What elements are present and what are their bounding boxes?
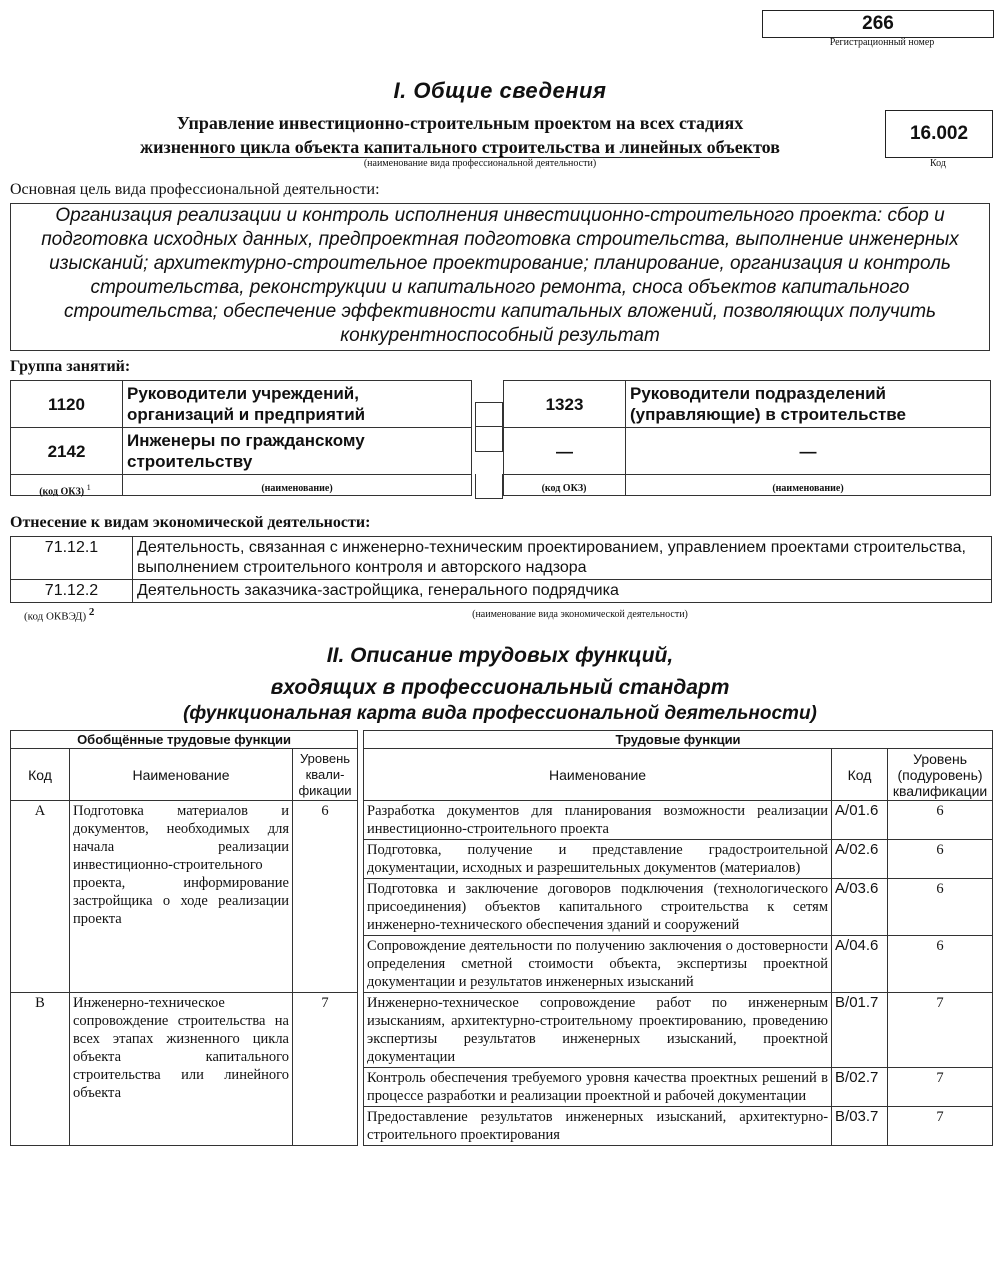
function-code: A/02.6 — [832, 840, 888, 879]
okz-name-caption-right: (наименование) — [772, 483, 844, 494]
okz-code: — — [504, 428, 626, 475]
section2-title-line1: II. Описание трудовых функций, — [326, 644, 674, 667]
function-level: 7 — [888, 993, 993, 1068]
function-name: Предоставление результатов инженерных изысканий, архитектурно-строительного проектирования — [364, 1107, 832, 1146]
okz-row — [504, 428, 991, 475]
col-level-right-header: Уровень (подуровень) квалификации — [888, 749, 993, 801]
activity-kind-line1: Управление инвестиционно-строительным проектом на всех стадиях — [176, 113, 744, 133]
okz-row — [11, 381, 472, 428]
function-name: Разработка документов для планирования возможности реализации инвестиционно-строительного проекта — [364, 801, 832, 840]
section2-title-line2: входящих в профессиональный стандарт — [270, 676, 730, 699]
okved-name: Деятельность, связанная с инженерно-техническим проектированием, управлением проектами строительства, выполнением строительного контроля и авторского надзора — [133, 537, 992, 580]
okz-name: Руководители подразделений (управляющие) в строительстве — [626, 381, 991, 428]
goal-text: Организация реализации и контроль исполнения инвестиционно-строительного проекта: сбор и подготовка исходных данных, предпроектная подготовка строительства, выполнение инженерных изысканий; архитектурно-строительное проектирование; планирование, организация и контроль строительства, реконструкции и капитального ремонта, сноса объектов капитального строительства; обеспечение эффективности капитальных вложений, позволяющих получить конкурентноспособный результат — [10, 203, 990, 351]
okved-code-caption: (код ОКВЭД) $^2$ — [24, 606, 95, 623]
function-level: 6 — [888, 840, 993, 879]
function-name: Сопровождение деятельности по получению заключения о достоверности определения сметной стоимости объекта, экспертизы проектной документации и результатов инженерных изысканий — [364, 936, 832, 993]
generalized-name: Подготовка материалов и документов, необходимых для начала реализации инвестиционно-строительного проекта, информирование застройщика о ходе реализации проекта — [70, 801, 293, 993]
col-name-header: Наименование — [70, 749, 293, 801]
okved-code: 71.12.1 — [11, 537, 133, 580]
occupation-group-label: Группа занятий: — [10, 358, 131, 375]
generalized-level: 7 — [293, 993, 358, 1146]
okz-code-caption-left: (код ОКЗ) $^1$ — [39, 483, 91, 498]
function-name: Подготовка и заключение договоров подключения (технологического присоединения) объектов капитального строительства к сетям инженерно-технического обеспечения зданий и сооружений — [364, 879, 832, 936]
function-name: Инженерно-техническое сопровождение работ по инженерным изысканиям, архитектурно-строительному проектированию, проведению экспертизы результатов инженерных изысканий, проектной документации — [364, 993, 832, 1068]
table-row — [11, 993, 993, 1068]
function-name: Подготовка, получение и представление градостроительной документации, исходных и разрешительных документов (материалов) — [364, 840, 832, 879]
footnote-1: 1 — [86, 483, 91, 492]
functions-group-header — [11, 731, 993, 749]
function-level: 6 — [888, 936, 993, 993]
footnote-2: 2 — [88, 606, 95, 618]
activity-code: 16.002 — [885, 110, 993, 158]
col-level-header: Уровень квали-фикации — [293, 749, 358, 801]
function-code: A/04.6 — [832, 936, 888, 993]
generalized-code: А — [11, 801, 70, 993]
okved-row — [11, 580, 992, 603]
okz-code: 1120 — [11, 381, 123, 428]
section1-title: I. Общие сведения — [393, 78, 607, 103]
activity-kind-caption: (наименование вида профессиональной деятельности) — [200, 157, 760, 169]
functions-column-header — [11, 749, 993, 801]
function-name: Контроль обеспечения требуемого уровня качества проектных решений в процессе разработки и реализации проектной и рабочей документации — [364, 1068, 832, 1107]
col-name-right-header: Наименование — [364, 749, 832, 801]
okved-name-caption: (наименование вида экономической деятельности) — [472, 609, 688, 620]
okz-name: — — [626, 428, 991, 475]
section2-subtitle: (функциональная карта вида профессиональной деятельности) — [183, 703, 817, 724]
function-level: 6 — [888, 879, 993, 936]
function-level: 6 — [888, 801, 993, 840]
functions-table — [10, 730, 993, 1146]
generalized-functions-header: Обобщённые трудовые функции — [11, 731, 358, 749]
okz-table-left — [10, 380, 472, 496]
okz-name-caption-left: (наименование) — [261, 483, 333, 494]
okz-separator — [475, 380, 501, 498]
okz-table-right — [503, 380, 991, 496]
generalized-code: В — [11, 993, 70, 1146]
okved-table — [10, 536, 992, 603]
okz-code: 1323 — [504, 381, 626, 428]
okved-code: 71.12.2 — [11, 580, 133, 603]
col-code-header: Код — [11, 749, 70, 801]
generalized-name: Инженерно-техническое сопровождение строительства на всех этапах жизненного цикла объекта капитального строительства или линейного объекта — [70, 993, 293, 1146]
function-level: 7 — [888, 1107, 993, 1146]
okved-row — [11, 537, 992, 580]
function-code: B/03.7 — [832, 1107, 888, 1146]
function-level: 7 — [888, 1068, 993, 1107]
okz-name: Инженеры по гражданскому строительству — [123, 428, 472, 475]
labor-functions-header: Трудовые функции — [364, 731, 993, 749]
okz-code-caption-right: (код ОКЗ) — [541, 483, 587, 494]
activity-code-caption: Код — [930, 158, 946, 169]
okved-name: Деятельность заказчика-застройщика, генерального подрядчика — [133, 580, 992, 603]
okz-row — [504, 381, 991, 428]
economic-label: Отнесение к видам экономической деятельности: — [10, 514, 371, 531]
function-code: B/02.7 — [832, 1068, 888, 1107]
registration-caption: Регистрационный номер — [829, 37, 935, 48]
registration-number: 266 — [762, 10, 994, 38]
generalized-level: 6 — [293, 801, 358, 993]
table-row — [11, 801, 993, 840]
okz-name: Руководители учреждений, организаций и предприятий — [123, 381, 472, 428]
function-code: B/01.7 — [832, 993, 888, 1068]
activity-kind — [40, 111, 880, 159]
okz-row — [11, 428, 472, 475]
goal-label: Основная цель вида профессиональной деятельности: — [10, 181, 380, 198]
activity-kind-line2: жизненного цикла объекта капитального строительства и линейных объектов — [140, 137, 780, 157]
function-code: A/03.6 — [832, 879, 888, 936]
col-code-right-header: Код — [832, 749, 888, 801]
okz-code: 2142 — [11, 428, 123, 475]
function-code: A/01.6 — [832, 801, 888, 840]
